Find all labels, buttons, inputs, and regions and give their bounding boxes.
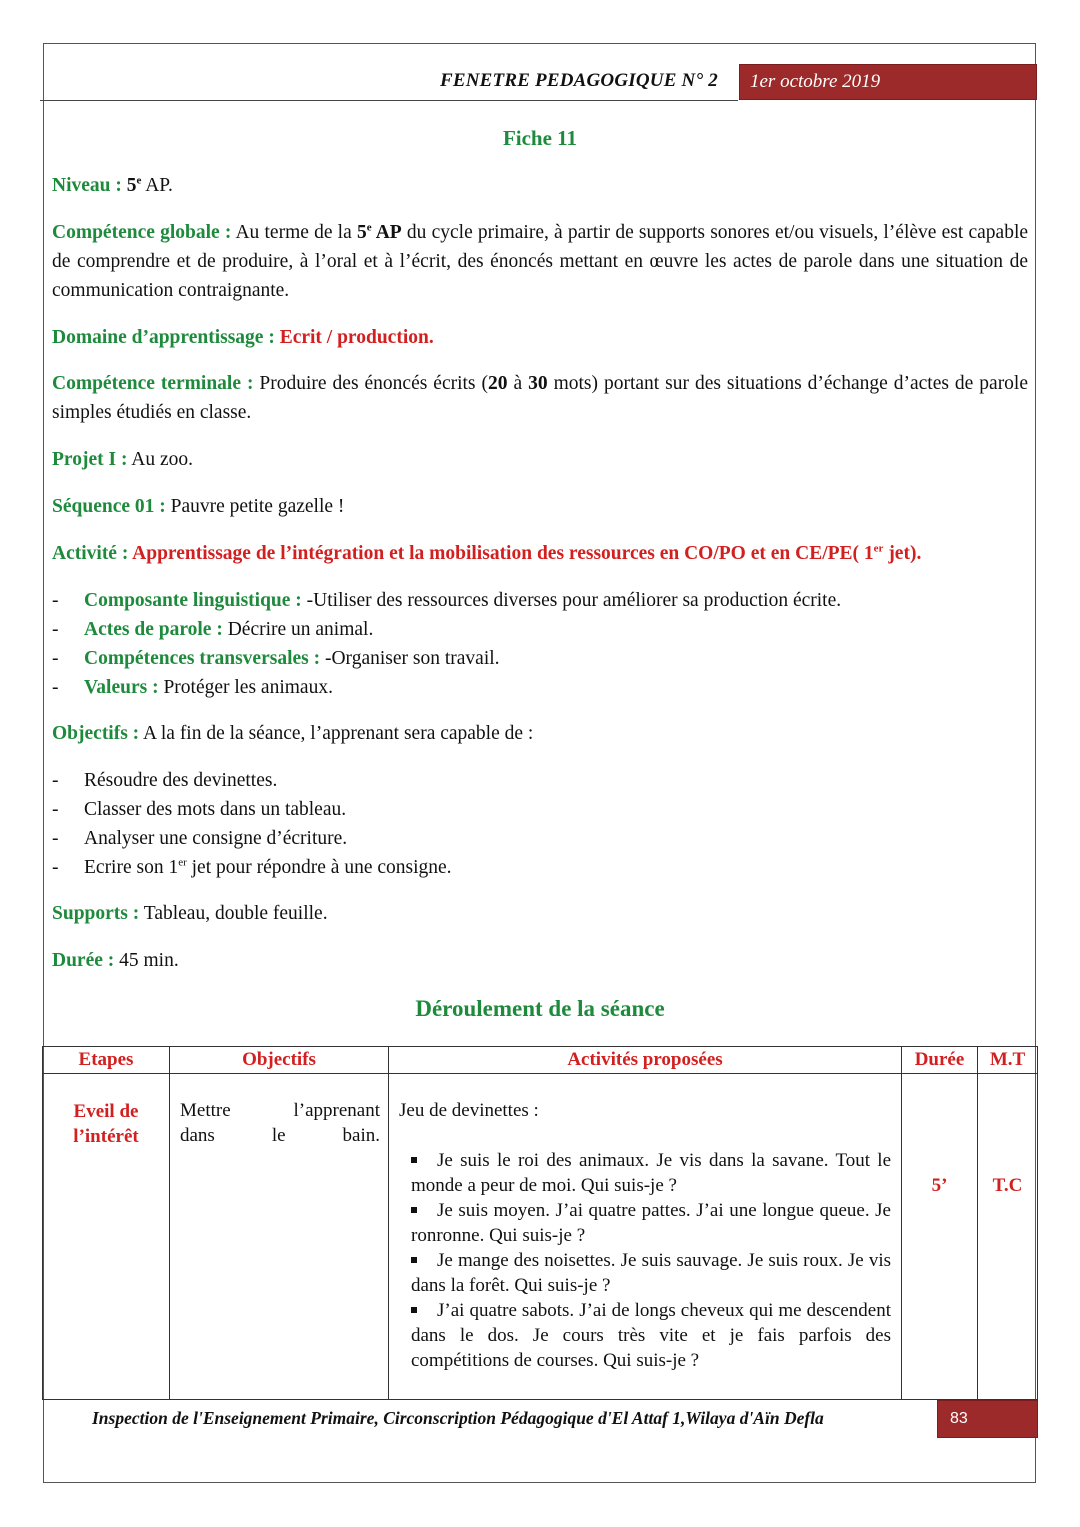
objectif-text-a: Ecrire son 1 <box>84 857 179 878</box>
domaine-label: Domaine d’apprentissage : <box>52 327 275 348</box>
list-dash: - <box>52 857 59 878</box>
cell-etape <box>43 1074 170 1400</box>
composante-label: Actes de parole : <box>84 619 223 640</box>
header-rule <box>40 100 738 101</box>
list-dash: - <box>52 799 59 820</box>
composante-label: Composante linguistique : <box>84 590 302 611</box>
competence-globale-num: 5 <box>356 222 367 243</box>
supports-value: Tableau, double feuille. <box>139 903 328 924</box>
composante-item <box>52 644 500 673</box>
competence-globale-text-b: du cycle primaire, à partir de supports sonores et/ou visuels, l’élève est capable de comprendre et de produire, à l’oral et à l’écrit, des énoncés mettant en œuvre les actes de parole dans une situation de communication contraignante. <box>52 222 1029 301</box>
competence-globale-ap: AP <box>371 222 402 243</box>
header-etapes: Etapes <box>43 1047 170 1074</box>
composante-value: Protéger les animaux. <box>158 677 333 698</box>
objectifs-label: Objectifs : <box>52 723 140 744</box>
header-mt: M.T <box>978 1047 1038 1074</box>
projet-label: Projet I : <box>52 449 128 470</box>
composante-item <box>52 673 333 702</box>
footer-text: Inspection de l'Enseignement Primaire, Circonscription Pédagogique d'El Attaf 1,Wilaya d'Aïn Defla <box>92 1408 824 1428</box>
competence-terminale-n1: 20 <box>487 373 508 394</box>
niveau-sup: e <box>136 174 142 187</box>
bullet-square-icon <box>411 1307 417 1313</box>
objectif-item <box>52 766 277 795</box>
header-activites: Activités proposées <box>389 1047 902 1074</box>
competence-globale-label: Compétence globale : <box>52 222 232 243</box>
cell-objectif <box>170 1074 389 1400</box>
supports <box>52 899 1028 928</box>
bullet-square-icon <box>411 1257 417 1263</box>
header-date: 1er octobre 2019 <box>739 64 1037 100</box>
list-dash: - <box>52 648 59 669</box>
objectifs-intro: A la fin de la séance, l’apprenant sera capable de : <box>139 723 534 744</box>
activite-label: Activité : <box>52 543 129 564</box>
composante-item <box>52 615 373 644</box>
deroulement-title: Déroulement de la séance <box>415 996 665 1021</box>
projet <box>52 445 1028 474</box>
activite-lead: Jeu de devinettes : <box>399 1100 539 1121</box>
etape-line: l’intérêt <box>73 1126 139 1147</box>
table-header-row <box>43 1047 1038 1074</box>
bullet-square-icon <box>411 1207 417 1213</box>
objectif-text: Analyser une consigne d’écriture. <box>84 828 348 849</box>
fiche-title: Fiche 11 <box>502 126 578 150</box>
composante-value: -Utiliser des ressources diverses pour améliorer sa production écrite. <box>301 590 842 611</box>
activite-value: Apprentissage de l’intégration et la mobilisation des ressources en CO/PO et en CE/PE( 1 <box>128 543 874 564</box>
objectif-item <box>52 853 452 882</box>
objectif-text-b: jet pour répondre à une consigne. <box>186 857 452 878</box>
objectif-line: Mettre l’apprenant <box>180 1100 380 1121</box>
domaine-value: Ecrit / production. <box>274 327 434 348</box>
supports-label: Supports : <box>52 903 140 924</box>
duree <box>52 946 1028 975</box>
activite-sup: er <box>873 542 884 555</box>
etape-line: Eveil de <box>73 1101 139 1122</box>
sequence <box>52 492 1028 521</box>
objectif-item <box>52 795 346 824</box>
activite-end: jet). <box>883 543 922 564</box>
competence-terminale-text-b: à <box>507 373 529 394</box>
composante-label: Compétences transversales : <box>84 648 321 669</box>
devinette-text: J’ai quatre sabots. J’ai de longs cheveux qui me descendent dans le dos. Je cours très vite et je fais parfois des compétitions de courses. Qui suis-je ? <box>411 1300 891 1371</box>
duree-label: Durée : <box>52 950 115 971</box>
competence-terminale-text-a: Produire des énoncés écrits ( <box>253 373 488 394</box>
sequence-label: Séquence 01 : <box>52 496 166 517</box>
header-title: FENETRE PEDAGOGIQUE N° 2 <box>440 70 718 91</box>
sequence-value: Pauvre petite gazelle ! <box>165 496 345 517</box>
composante-item <box>52 586 841 615</box>
projet-value: Au zoo. <box>127 449 193 470</box>
objectif-line: dans le bain. <box>180 1125 380 1146</box>
cell-mt: T.C <box>978 1074 1038 1400</box>
niveau-num: 5 <box>126 175 137 196</box>
devinette-item <box>399 1148 891 1198</box>
niveau <box>52 171 1028 200</box>
list-dash: - <box>52 619 59 640</box>
objectifs <box>52 719 1028 748</box>
activite <box>52 539 1028 568</box>
devinette-item <box>399 1298 891 1373</box>
deroulement-table <box>42 1046 1038 1400</box>
devinette-text: Je suis moyen. J’ai quatre pattes. J’ai une longue queue. Je ronronne. Qui suis-je ? <box>411 1200 891 1246</box>
duree-value: 45 min. <box>114 950 179 971</box>
competence-terminale <box>52 369 1028 427</box>
header-objectifs: Objectifs <box>170 1047 389 1074</box>
competence-terminale-n2: 30 <box>528 373 548 394</box>
competence-terminale-text-c: mots) portant sur des situations d’échange d’actes de parole simples étudiés en classe. <box>52 373 1029 423</box>
devinette-text: Je mange des noisettes. Je suis sauvage. Je suis roux. Je vis dans la forêt. Qui suis-je ? <box>411 1250 891 1296</box>
niveau-rest: AP. <box>141 175 173 196</box>
page-number: 83 <box>937 1400 1038 1438</box>
cell-activites <box>389 1074 902 1400</box>
domaine <box>52 323 1028 352</box>
header-duree: Durée <box>902 1047 978 1074</box>
competence-globale-text-a: Au terme de la <box>231 222 357 243</box>
composante-value: -Organiser son travail. <box>320 648 500 669</box>
objectif-text: Classer des mots dans un tableau. <box>84 799 347 820</box>
table-row <box>43 1074 1038 1400</box>
devinette-item <box>399 1248 891 1298</box>
list-dash: - <box>52 590 59 611</box>
competence-globale <box>52 218 1028 305</box>
bullet-square-icon <box>411 1157 417 1163</box>
objectif-item <box>52 824 347 853</box>
cell-duree: 5’ <box>902 1074 978 1400</box>
objectif-text: Résoudre des devinettes. <box>84 770 278 791</box>
competence-terminale-label: Compétence terminale : <box>52 373 254 394</box>
list-dash: - <box>52 828 59 849</box>
list-dash: - <box>52 677 59 698</box>
devinette-text: Je suis le roi des animaux. Je vis dans la savane. Tout le monde a peur de moi. Qui suis-je ? <box>411 1150 891 1196</box>
objectif-sup: er <box>178 856 187 869</box>
devinette-item <box>399 1198 891 1248</box>
niveau-label: Niveau : <box>52 175 122 196</box>
composante-label: Valeurs : <box>84 677 159 698</box>
list-dash: - <box>52 770 59 791</box>
composante-value: Décrire un animal. <box>222 619 374 640</box>
competence-globale-sup: e <box>366 221 372 234</box>
